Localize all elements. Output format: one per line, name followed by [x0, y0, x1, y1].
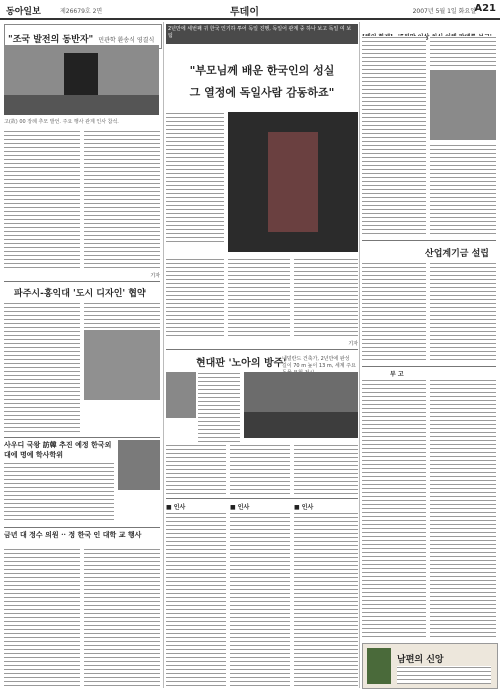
issue-date: 2007년 5월 1일 화요일 — [412, 8, 476, 15]
paju-text-col1 — [4, 302, 80, 432]
feature-text-col3 — [228, 258, 290, 338]
ark-subtitle: 네덜란드 건축가, 2년만에 완성 — [282, 356, 350, 362]
page-header — [0, 0, 500, 20]
headline-line2: 그 열정에 독일사람 감동하죠" — [189, 86, 335, 99]
personnel-list-1 — [166, 512, 226, 688]
personnel-heading-1: ■ 인사 — [166, 504, 186, 511]
personnel-heading-3: ■ 인사 — [294, 504, 314, 511]
headline-line1: "부모님께 배운 한국인의 성실 — [189, 64, 335, 77]
right-text-col2b — [430, 144, 496, 234]
feature-banner: 2년만에 세번째 귀 한국 인기하 투어 독일 진행, 독일어 관계 중 하나 보고 독일 여 보 팀 — [166, 24, 358, 44]
obituary-list-2 — [430, 379, 496, 639]
ad-title: 남편의 신앙 — [397, 655, 444, 665]
personnel-heading-2: ■ 인사 — [230, 504, 250, 511]
newspaper-logo: 동아일보 — [6, 7, 41, 17]
ad-image — [367, 648, 391, 684]
ark-text-col2 — [166, 444, 226, 494]
section-title: 투데이 — [230, 7, 259, 18]
feature-byline: 기자 — [348, 341, 358, 347]
fund-text-col2 — [430, 262, 496, 362]
article-title-fund: 산업계기금 설립 — [425, 249, 489, 259]
feature-text-col4 — [294, 258, 358, 338]
article-title-lecture: 금년 대 정수 의원 ·· 정 한국 인 대학 교 행사 — [4, 530, 142, 539]
funeral-photo — [4, 45, 159, 115]
article-byline: 기자 — [150, 273, 160, 279]
personnel-list-3 — [294, 512, 358, 688]
obituary-heading: 부 고 — [390, 371, 404, 378]
feature-headline — [166, 48, 358, 108]
ark-subtitle2: 길이 70 m 높이 13 m, 세계 주요 — [282, 363, 356, 369]
personnel-list-2 — [230, 512, 290, 688]
advertisement[interactable] — [362, 643, 498, 689]
ark-text-col1 — [198, 372, 240, 442]
obituary-list-1 — [362, 379, 426, 639]
article-subtitle: 민관학 환송식 영결식 — [98, 37, 155, 44]
lecture-text-col2 — [84, 548, 160, 688]
photo-caption: 고(故) 00 장례 추모 발언. 주요 행사 관계 인사 참석. — [4, 119, 119, 125]
saudi-text — [4, 462, 114, 522]
ark-text-col4 — [294, 444, 358, 494]
right-text-col1 — [362, 36, 426, 236]
lecture-text-col1 — [4, 548, 80, 688]
ark-title: 현대판 '노아의 방주' — [196, 358, 287, 369]
fund-text-col1 — [362, 262, 426, 362]
feature-text-col1 — [166, 112, 224, 242]
portrait-frame — [64, 53, 98, 95]
article-title-saudi: 사우디 국왕 訪韓 추진 예정 한국외대에 명예 학사학위 — [4, 440, 112, 459]
saudi-photo — [118, 440, 160, 490]
left-text-col2 — [84, 130, 160, 270]
pet-photo — [430, 70, 496, 140]
page-number: A21 — [474, 3, 496, 14]
right-text-col2a — [430, 36, 496, 66]
singer-photo — [228, 112, 358, 252]
architect-photo — [166, 372, 196, 418]
ark-photo — [244, 372, 358, 438]
article-title: "조국 발전의 동반자" — [8, 35, 94, 45]
ark-text-col3 — [230, 444, 290, 494]
article-title-paju: 파주시-홍익대 '도시 디자인' 협약 — [14, 289, 146, 299]
left-text-col1 — [4, 130, 80, 270]
signing-photo — [84, 330, 160, 400]
issue-number: 제26679호 2면 — [60, 8, 103, 15]
feature-text-col2 — [166, 258, 224, 338]
